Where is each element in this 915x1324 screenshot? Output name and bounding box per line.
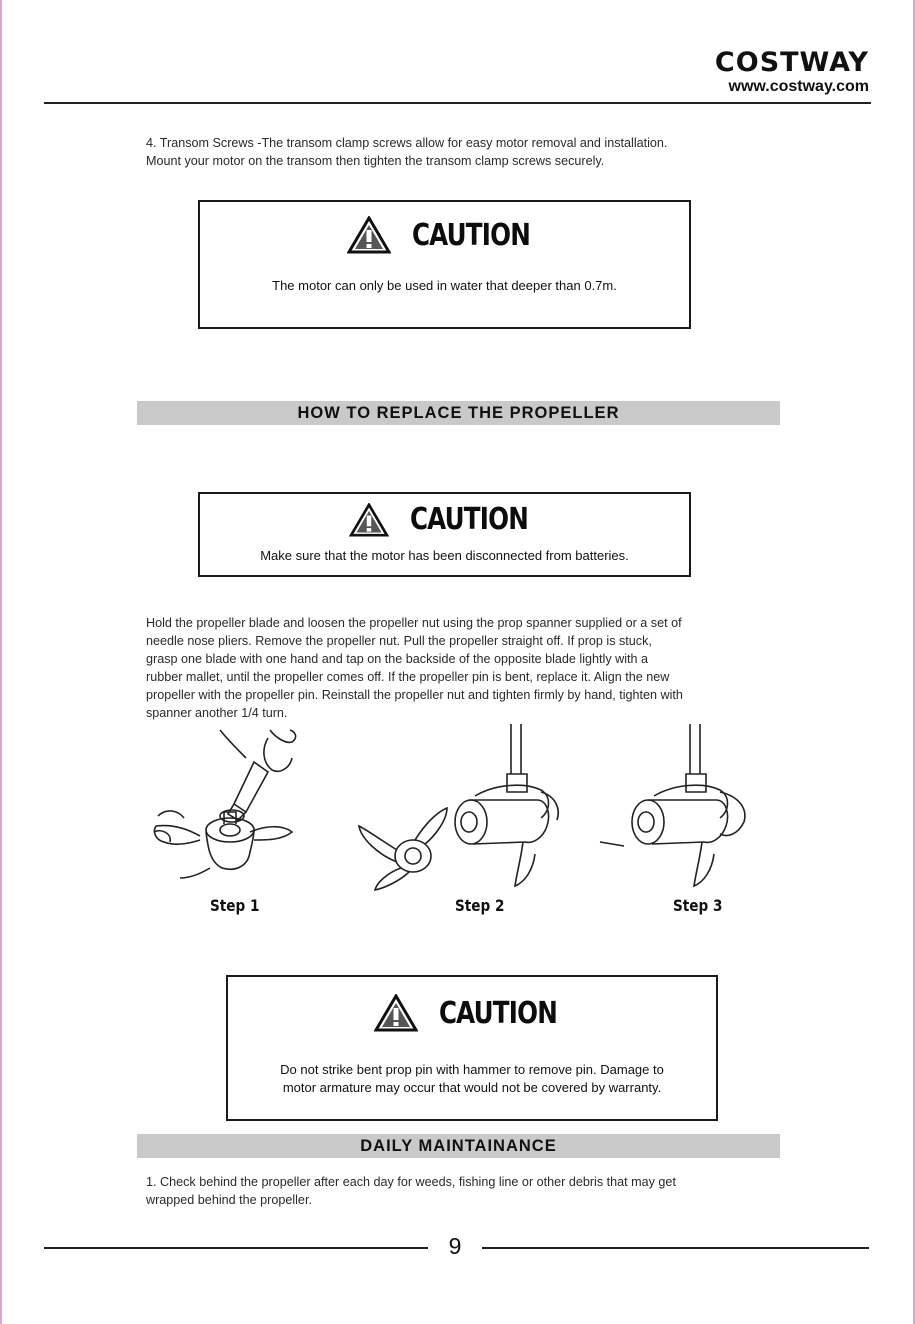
caution-title: CAUTION bbox=[411, 217, 530, 253]
intro-line-2: Mount your motor on the transom then tighten the transom clamp screws securely. bbox=[146, 154, 605, 168]
instruction-line: rubber mallet, until the propeller comes off. If the propeller pin is bent, replace it. Align the new bbox=[146, 670, 670, 684]
warning-triangle-icon bbox=[374, 994, 418, 1032]
warning-triangle-icon bbox=[347, 216, 391, 254]
caution-text-line-2: motor armature may occur that would not be covered by warranty. bbox=[282, 1080, 662, 1095]
maintenance-line-1: 1. Check behind the propeller after each day for weeds, fishing line or other debris that may get bbox=[146, 1175, 676, 1189]
step1-illustration bbox=[150, 728, 310, 893]
caution-heading bbox=[228, 994, 716, 1032]
brand-url: www.costway.com bbox=[728, 78, 869, 95]
intro-paragraph bbox=[146, 134, 776, 170]
step3-label: Step 3 bbox=[673, 896, 723, 915]
instruction-line: Hold the propeller blade and loosen the propeller nut using the prop spanner supplied or a set of bbox=[146, 616, 682, 630]
step3-illustration bbox=[598, 722, 758, 894]
caution-text: The motor can only be used in water that deeper than 0.7m. bbox=[272, 278, 617, 293]
header-divider bbox=[44, 102, 871, 104]
caution-box-disconnect bbox=[198, 492, 691, 577]
step2-illustration bbox=[355, 722, 570, 894]
page-number: 9 bbox=[448, 1233, 462, 1259]
caution-heading bbox=[200, 502, 689, 537]
step2-label: Step 2 bbox=[455, 896, 505, 915]
maintenance-paragraph bbox=[146, 1173, 786, 1209]
instruction-line: needle nose pliers. Remove the propeller nut. Pull the propeller straight off. If prop is stuck, bbox=[146, 634, 652, 648]
intro-line-1: 4. Transom Screws -The transom clamp screws allow for easy motor removal and installation. bbox=[146, 136, 668, 150]
instruction-line: propeller with the propeller pin. Reinstall the propeller nut and tighten firmly by hand, tighten with bbox=[146, 688, 683, 702]
footer-rule-right bbox=[482, 1247, 869, 1249]
caution-box-water-depth bbox=[198, 200, 691, 329]
caution-title: CAUTION bbox=[438, 995, 558, 1031]
section-heading-daily-maintenance: DAILY MAINTAINANCE bbox=[137, 1134, 780, 1158]
instruction-line: grasp one blade with one hand and tap on the backside of the opposite blade lightly with a bbox=[146, 652, 649, 666]
caution-heading bbox=[200, 216, 689, 254]
caution-text: Make sure that the motor has been disconnected from batteries. bbox=[260, 548, 629, 563]
caution-title: CAUTION bbox=[409, 502, 528, 537]
brand-header bbox=[715, 48, 869, 96]
caution-text-line-1: Do not strike bent prop pin with hammer to remove pin. Damage to bbox=[280, 1062, 664, 1077]
caution-box-prop-pin bbox=[226, 975, 718, 1121]
footer-rule-left bbox=[44, 1247, 428, 1249]
warning-triangle-icon bbox=[349, 503, 389, 537]
brand-logo: COSTWAY bbox=[714, 47, 869, 78]
maintenance-line-2: wrapped behind the propeller. bbox=[146, 1193, 312, 1207]
step1-label: Step 1 bbox=[210, 896, 260, 915]
propeller-instructions bbox=[146, 614, 786, 722]
page-edge-left bbox=[0, 0, 2, 1324]
section-heading-replace-propeller: HOW TO REPLACE THE PROPELLER bbox=[137, 401, 780, 425]
instruction-line: spanner another 1/4 turn. bbox=[146, 706, 288, 720]
